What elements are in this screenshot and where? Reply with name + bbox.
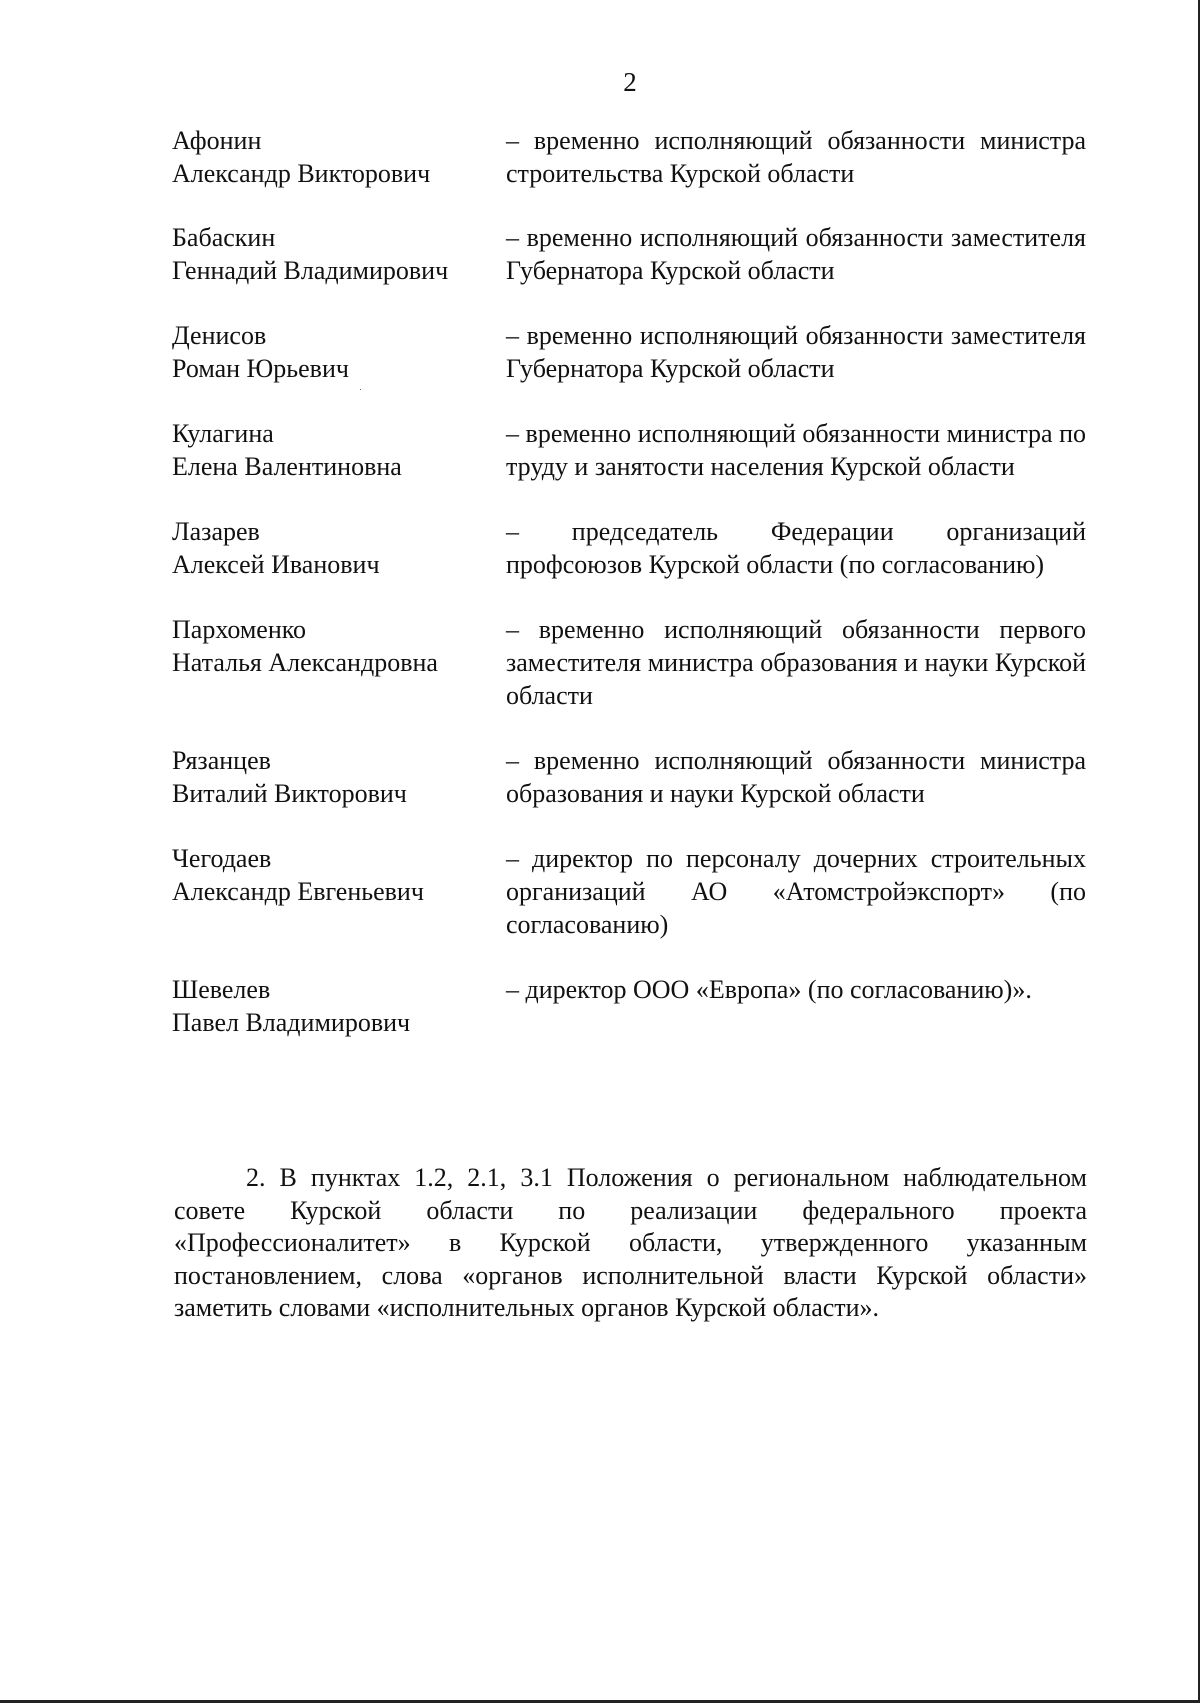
member-surname: Рязанцев: [172, 746, 271, 775]
member-name: [172, 515, 506, 581]
member-entry: [172, 613, 1086, 712]
member-entry: [172, 221, 1086, 287]
member-entry: [172, 973, 1086, 1039]
member-surname: Кулагина: [172, 419, 274, 448]
scan-speck: [360, 389, 361, 390]
member-entry: [172, 515, 1086, 581]
member-role: – временно исполняющий обязанности заместителя Губернатора Курской области: [506, 223, 1086, 285]
member-name: [172, 221, 506, 287]
member-role: – директор ООО «Европа» (по согласованию)».: [506, 975, 1032, 1004]
member-surname: Лазарев: [172, 517, 260, 546]
member-role: – временно исполняющий обязанности министра образования и науки Курской области: [506, 746, 1086, 808]
member-entry: [172, 744, 1086, 810]
amendment-paragraph: 2. В пунктах 1.2, 2.1, 3.1 Положения о региональном наблюдательном совете Курской области по реализации федерального проекта «Профессионалитет» в Курской области, утвержденного указанным постановлением, слова «органов исполнительной власти Курской области» заметить словами «исполнительных органов Курской области».: [174, 1163, 1087, 1322]
member-name: [172, 744, 506, 810]
member-name: [172, 613, 506, 712]
member-surname: Шевелев: [172, 975, 271, 1004]
member-given-names: Виталий Викторович: [172, 779, 407, 808]
member-given-names: Геннадий Владимирович: [172, 256, 449, 285]
member-entry: [172, 842, 1086, 941]
member-name: [172, 417, 506, 483]
member-surname: Денисов: [172, 321, 267, 350]
page-number: 2: [623, 67, 637, 97]
member-given-names: Наталья Александровна: [172, 648, 438, 677]
member-given-names: Роман Юрьевич: [172, 354, 349, 383]
member-role: – временно исполняющий обязанности первого заместителя министра образования и науки Курской области: [506, 615, 1086, 710]
member-given-names: Александр Викторович: [172, 159, 431, 188]
member-given-names: Алексей Иванович: [172, 550, 380, 579]
member-given-names: Елена Валентиновна: [172, 452, 402, 481]
member-name: [172, 842, 506, 941]
member-surname: Афонин: [172, 126, 262, 155]
member-name: [172, 973, 506, 1039]
member-surname: Пархоменко: [172, 615, 307, 644]
member-given-names: Павел Владимирович: [172, 1008, 411, 1037]
member-entry: [172, 319, 1086, 385]
member-name: [172, 124, 506, 190]
member-entry: [172, 417, 1086, 483]
member-name: [172, 319, 506, 385]
member-given-names: Александр Евгеньевич: [172, 877, 424, 906]
member-role: – директор по персоналу дочерних строительных организаций АО «Атомстройэкспорт» (по согласованию): [506, 844, 1086, 939]
member-list: [172, 124, 1086, 1039]
member-surname: Бабаскин: [172, 223, 276, 252]
member-role: – временно исполняющий обязанности министра строительства Курской области: [506, 126, 1086, 188]
member-role: – председатель Федерации организаций профсоюзов Курской области (по согласованию): [506, 517, 1086, 579]
member-surname: Чегодаев: [172, 844, 272, 873]
member-role: – временно исполняющий обязанности заместителя Губернатора Курской области: [506, 321, 1086, 383]
member-entry: [172, 124, 1086, 190]
member-role: – временно исполняющий обязанности министра по труду и занятости населения Курской области: [506, 419, 1086, 481]
